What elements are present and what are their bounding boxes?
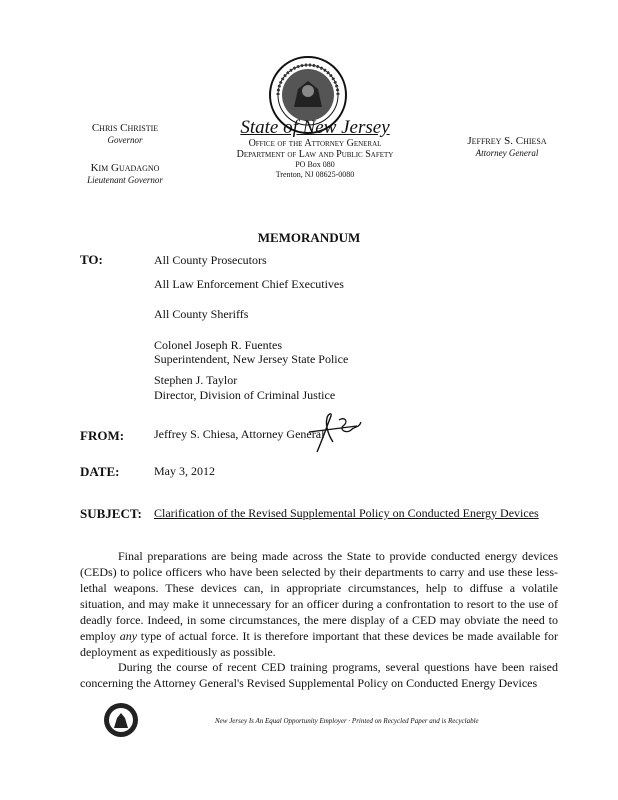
state-title: State of New Jersey	[240, 117, 390, 138]
office-line: Office of the Attorney General	[248, 138, 382, 149]
ag-name: Jeffrey S. Chiesa	[467, 135, 547, 147]
from-value: Jeffrey S. Chiesa, Attorney General	[154, 427, 325, 441]
po-box: PO Box 080	[295, 160, 335, 169]
lt-governor-title: Lieutenant Governor	[87, 175, 163, 185]
body-paragraph-2: During the course of recent CED training programs, several questions have been raised concerning the Attorney General's Revised Supplemental Policy on Conducted Energy Devices	[80, 660, 558, 690]
to-recipient: Superintendent, New Jersey State Police	[154, 352, 349, 366]
department-line: Department of Law and Public Safety	[236, 149, 394, 160]
to-recipient: All County Sheriffs	[154, 307, 249, 321]
city-line: Trenton, NJ 08625-0080	[275, 170, 355, 179]
from-label: FROM:	[80, 428, 125, 443]
letterhead	[200, 118, 430, 180]
to-label: TO:	[80, 252, 103, 267]
date-label: DATE:	[80, 464, 120, 479]
governor-name: Chris Christie	[91, 122, 159, 134]
to-recipient: Colonel Joseph R. Fuentes	[154, 338, 282, 352]
attorney-general-block	[432, 135, 582, 159]
paragraph-text: type of actual force. It is therefore important that these devices be made available for deployment as expeditiously as possible.	[80, 629, 559, 659]
governor-title: Governor	[107, 135, 143, 145]
paragraph-text: Final preparations are being made across the State to provide conducted energy devices (CEDs) to police officers who have been selected by their departments to carry and use these less-lethal weapons. These devices can, in appropriate circumstances, help to diffuse a volatile situation, and may make it unnecessary for an officer during a confrontation to resort to the use of deadly force. Indeed, in some circumstances, the mere display of a CED may obviate the need to employ	[80, 549, 558, 643]
footer-seal-image	[103, 702, 139, 738]
memo-title: MEMORANDUM	[257, 230, 361, 245]
governor-block	[50, 122, 200, 186]
ag-title: Attorney General	[475, 148, 539, 158]
to-recipient: All Law Enforcement Chief Executives	[154, 277, 344, 291]
lt-governor-name: Kim Guadagno	[90, 162, 160, 174]
subject-value: Clarification of the Revised Supplemental Policy on Conducted Energy Devices	[154, 506, 539, 520]
to-recipient: Director, Division of Criminal Justice	[154, 388, 336, 402]
date-value: May 3, 2012	[154, 464, 215, 478]
emphasis-text: any	[119, 629, 138, 643]
to-recipient: All County Prosecutors	[154, 253, 267, 267]
subject-label: SUBJECT:	[80, 506, 142, 521]
to-recipient: Stephen J. Taylor	[154, 373, 238, 387]
footer-text: New Jersey Is An Equal Opportunity Employer · Printed on Recycled Paper and is Recyclable	[215, 717, 479, 725]
body-paragraph-1	[80, 548, 558, 660]
signature-image	[305, 408, 365, 456]
